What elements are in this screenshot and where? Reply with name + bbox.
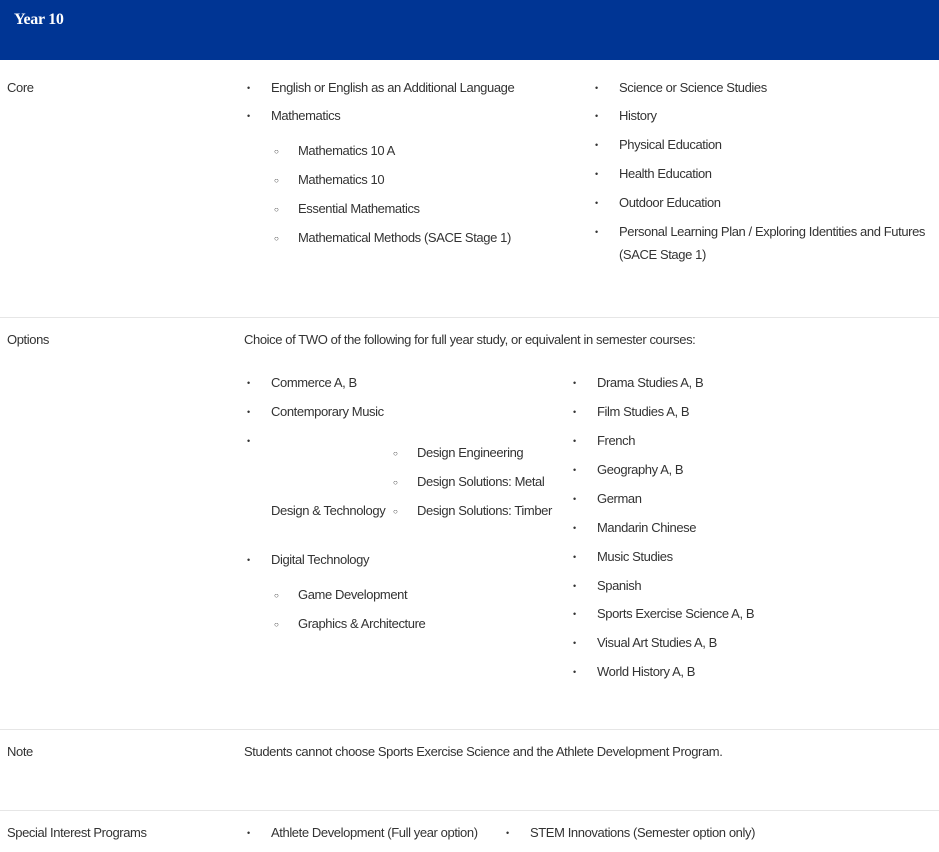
circle-bullet-icon: [274, 615, 288, 635]
page-header: [0, 0, 939, 60]
bullet-icon: [573, 605, 587, 624]
bullet-icon: [506, 824, 520, 843]
circle-bullet-icon: [274, 229, 288, 249]
bullet-icon: [573, 634, 587, 653]
bullet-icon: [573, 519, 587, 538]
bullet-icon: [247, 403, 261, 422]
bullet-icon: [595, 223, 609, 242]
bullet-icon: [595, 194, 609, 213]
bullet-icon: [247, 79, 261, 98]
section-divider: [0, 810, 939, 811]
section-label-note: Note: [7, 744, 33, 759]
bullet-icon: [573, 374, 587, 393]
bullet-icon: [247, 432, 261, 451]
bullet-icon: [595, 107, 609, 126]
bullet-icon: [573, 432, 587, 451]
circle-bullet-icon: [274, 200, 288, 220]
note-text: Students cannot choose Sports Exercise Science and the Athlete Development Program.: [244, 744, 723, 759]
section-label-core: Core: [7, 80, 34, 95]
page-title: Year 10: [14, 11, 64, 28]
bullet-icon: [247, 107, 261, 126]
bullet-icon: [573, 663, 587, 682]
section-divider: [0, 729, 939, 730]
section-label-options: Options: [7, 332, 50, 347]
bullet-icon: [573, 490, 587, 509]
options-intro: Choice of TWO of the following for full year study, or equivalent in semester courses:: [244, 332, 696, 347]
circle-bullet-icon: [393, 444, 407, 464]
circle-bullet-icon: [274, 142, 288, 162]
circle-bullet-icon: [393, 473, 407, 493]
bullet-icon: [573, 548, 587, 567]
circle-bullet-icon: [393, 502, 407, 522]
bullet-icon: [595, 165, 609, 184]
bullet-icon: [573, 403, 587, 422]
section-label-special-programs: Special Interest Programs: [7, 825, 147, 840]
section-divider: [0, 317, 939, 318]
bullet-icon: [247, 824, 261, 843]
bullet-icon: [595, 79, 609, 98]
circle-bullet-icon: [274, 586, 288, 606]
bullet-icon: [247, 551, 261, 570]
bullet-icon: [595, 136, 609, 155]
bullet-icon: [247, 374, 261, 393]
bullet-icon: [573, 461, 587, 480]
circle-bullet-icon: [274, 171, 288, 191]
bullet-icon: [573, 577, 587, 596]
